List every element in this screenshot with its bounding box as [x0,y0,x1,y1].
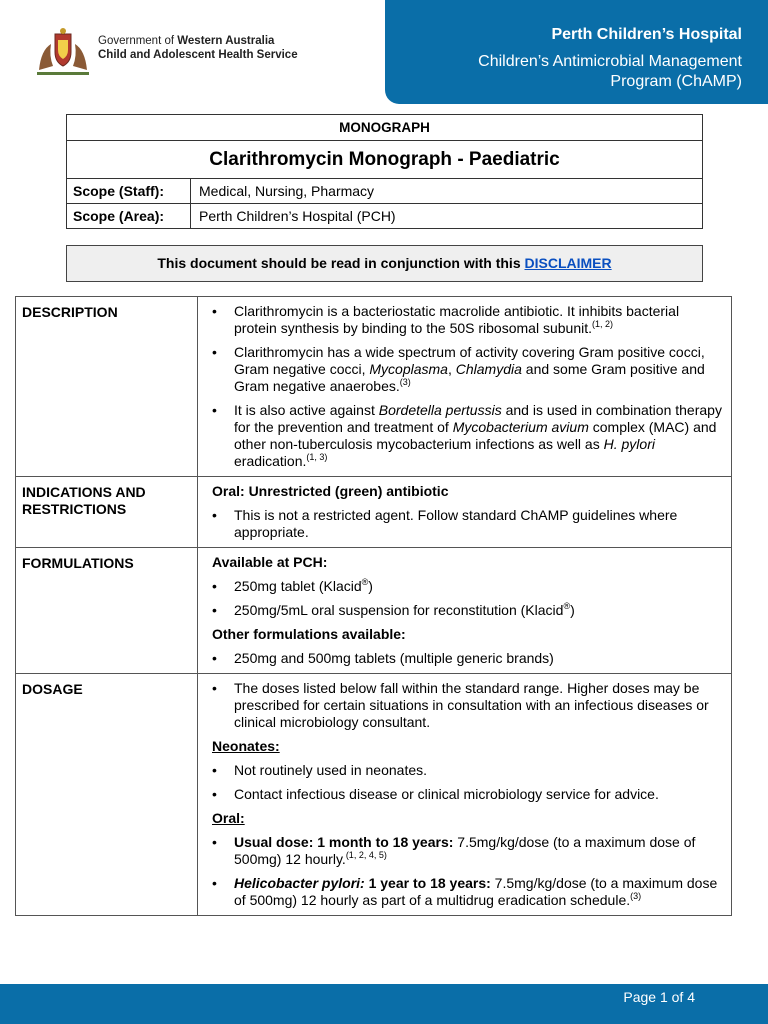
indications-heading: Oral: Unrestricted (green) antibiotic [212,483,449,499]
dosage-body [198,674,732,916]
list-item: • This is not a restricted agent. Follow standard ChAMP guidelines where appropriate. [212,507,723,541]
formulations-body [198,548,732,674]
hospital-name: Perth Children’s Hospital [551,26,742,43]
dosage-row [16,674,732,916]
list-item: • Contact infectious disease or clinical microbiology service for advice. [212,786,723,803]
scope-area-value: Perth Children’s Hospital (PCH) [191,204,703,229]
gov-text-block [98,34,298,62]
list-item: • Helicobacter pylori: 1 year to 18 years: 7.5mg/kg/dose (to a maximum dose of 500mg) 12 hourly as part of a multidrug eradication schedule.$^{(3)}$ [212,875,723,909]
monograph-table [15,296,732,916]
list-item: • Usual dose: 1 month to 18 years: 7.5mg/kg/dose (to a maximum dose of 500mg) 12 hourly.$^{(1, 2, 4, 5)}$ [212,834,723,868]
doc-type: MONOGRAPH [67,115,703,141]
disclaimer-text: This document should be read in conjunction with this [157,255,525,271]
disclaimer-box [66,245,703,282]
title-table [66,114,703,229]
formulations-heading-other: Other formulations available: [212,626,406,642]
hospital-header-tab [385,0,768,104]
formulations-label: FORMULATIONS [16,548,198,674]
disclaimer-link[interactable]: DISCLAIMER [524,255,612,271]
indications-label: INDICATIONS AND RESTRICTIONS [16,477,198,548]
scope-staff-label: Scope (Staff): [67,179,191,204]
description-label: DESCRIPTION [16,297,198,477]
indications-body [198,477,732,548]
neonates-heading: Neonates: [212,738,280,754]
gov-state: Western Australia [177,35,275,47]
doc-title: Clarithromycin Monograph - Paediatric [67,141,703,179]
list-item: • Clarithromycin is a bacteriostatic macrolide antibiotic. It inhibits bacterial protein synthesis by binding to the 50S ribosomal subunit.$^{(1, 2)}$ [212,303,723,337]
description-body [198,297,732,477]
list-item: • 250mg and 500mg tablets (multiple generic brands) [212,650,723,667]
list-item: • 250mg/5mL oral suspension for reconstitution (Klacid®) [212,602,723,619]
gov-prefix: Government of [98,35,178,47]
formulations-row [16,548,732,674]
indications-row [16,477,732,548]
list-item: • The doses listed below fall within the standard range. Higher doses may be prescribed for certain situations in consultation with an infectious diseases or clinical microbiology consultant. [212,680,723,731]
list-item: • It is also active against Bordetella pertussis and is used in combination therapy for the prevention and treatment of Mycobacterium avium complex (MAC) and other non-tuberculosis mycobacterium infections as well as H. pylori eradication.$^{(1, 3)}$ [212,402,723,470]
gov-service: Child and Adolescent Health Service [98,49,298,61]
page-number: Page 1 of 4 [623,989,695,1005]
program-line-1: Children’s Antimicrobial Management [478,53,742,70]
program-line-2: Program (ChAMP) [610,73,742,90]
dosage-label: DOSAGE [16,674,198,916]
footer-bar [0,984,768,1024]
wa-coat-of-arms-logo [33,26,93,78]
description-row [16,297,732,477]
scope-staff-value: Medical, Nursing, Pharmacy [191,179,703,204]
list-item: • Not routinely used in neonates. [212,762,723,779]
scope-area-label: Scope (Area): [67,204,191,229]
oral-heading: Oral: [212,810,245,826]
list-item: • Clarithromycin has a wide spectrum of activity covering Gram positive cocci, Gram negative cocci, Mycoplasma, Chlamydia and some Gram positive and Gram negative anaerobes.$^{(3)}$ [212,344,723,395]
formulations-heading-pch: Available at PCH: [212,554,328,570]
list-item: • 250mg tablet (Klacid®) [212,578,723,595]
